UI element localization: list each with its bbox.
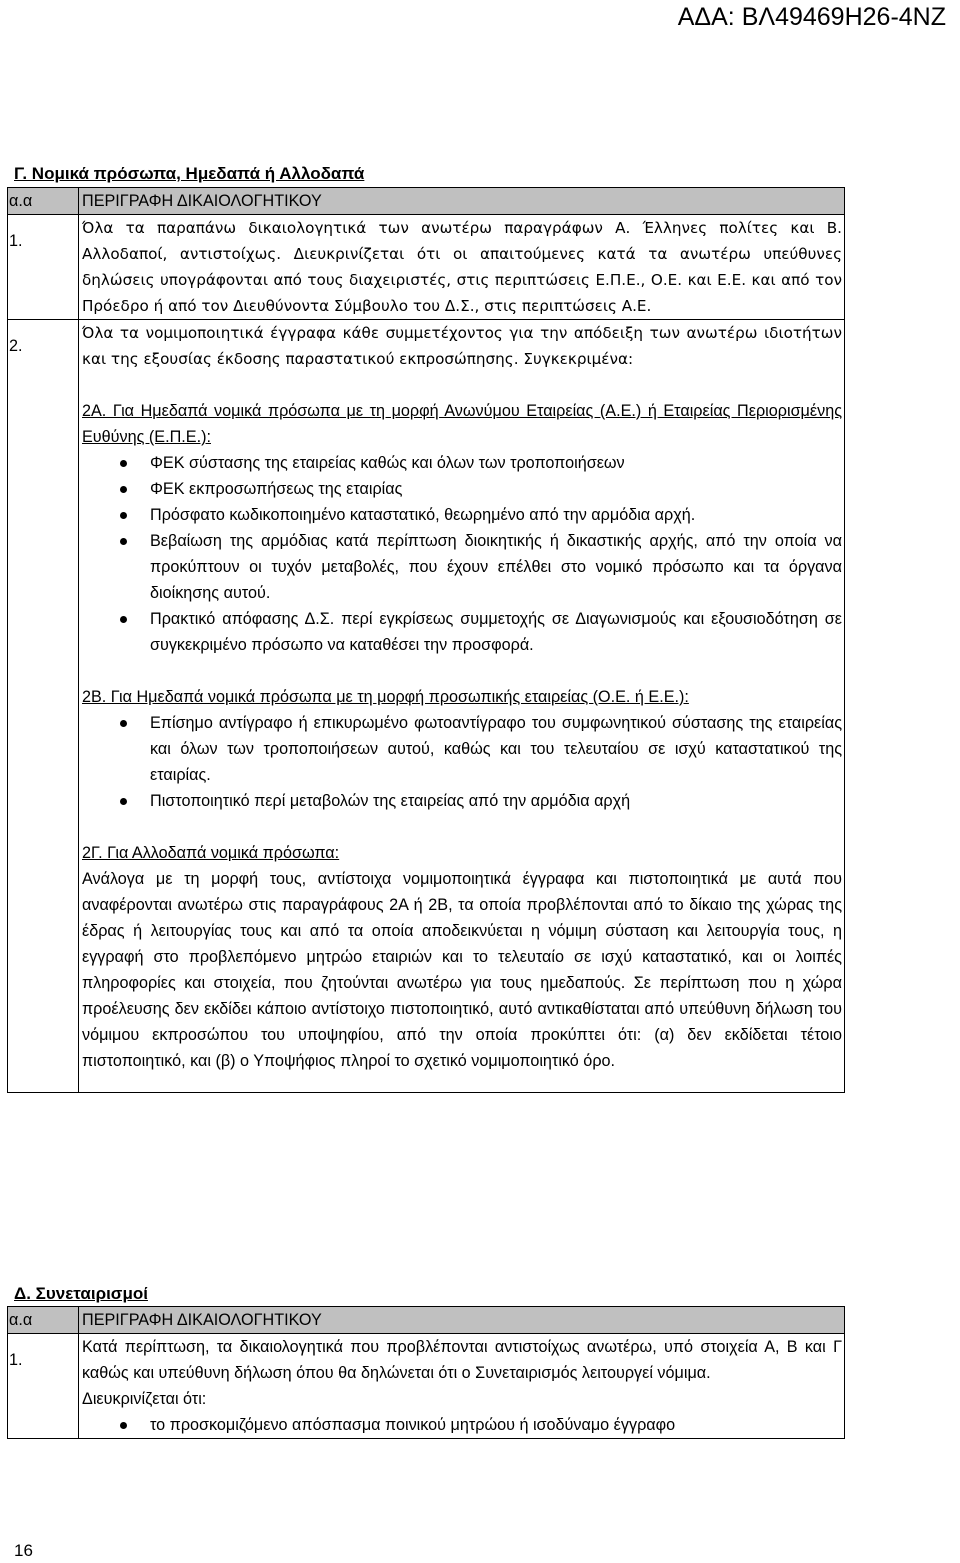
list-item: [82, 528, 842, 606]
col-aa-header: α.α: [8, 1307, 79, 1334]
table-row: [8, 1334, 845, 1439]
list-item-text: ΦΕΚ εκπροσωπήσεως της εταιρίας: [150, 480, 403, 498]
subsection-2c-text: Ανάλογα με τη μορφή τους, αντίστοιχα νομιμοποιητικά έγγραφα και πιστοποιητικά με αυτά που αναφέρονται ανωτέρω στις παραγράφους 2Α ή 2Β, τα οποία προβλέπονται από το δίκαιο της χώρας της έδρας ή λειτουργίας τους και από τα οποία αποδεικνύεται η νόμιμη σύσταση και λειτουργία τους, η εγγραφή στο προβλεπόμενο μητρώο εταιριών και το τελευταίο σε ισχύ καταστατικό, και οι λοιπές πληροφορίες και στοιχεία, που ζητούνται ανωτέρω για τους ημεδαπούς. Σε περίπτωση που η χώρα προέλευσης δεν εκδίδει κάποιο αντίστοιχο πιστοποιητικό, αυτό αντικαθίσταται από υπεύθυνη δήλωση του νόμιμου εκπροσώπου του υποψηφίου, από την οποία προκύπτει ότι: (α) δεν εκδίδεται τέτοιο πιστοποιητικό, και (β) ο Υποψήφιος πληροί το σχετικό νομιμοποιητικό όρο.: [82, 870, 842, 1070]
spacer: [82, 372, 842, 398]
list-item: [82, 1412, 842, 1438]
row-number: [8, 1334, 79, 1439]
page-number: 16: [14, 1541, 33, 1560]
list-item-text: Πρόσφατο κωδικοποιημένο καταστατικό, θεωρημένο από την αρμόδια αρχή.: [150, 506, 696, 524]
list-item: [82, 788, 842, 814]
bullet-icon: [120, 538, 127, 545]
list-item-text: Επίσημο αντίγραφο ή επικυρωμένο φωτοαντίγραφο του συμφωνητικού σύστασης της εταιρείας και όλων των τροποποιήσεων αυτού, καθώς και του τελευταίου σε ισχύ καταστατικού της εταιρίας.: [150, 714, 842, 784]
bullet-icon: [120, 1422, 127, 1429]
col-aa-header: α.α: [8, 188, 79, 215]
bullet-icon: [120, 720, 127, 727]
row-number-label: 1.: [9, 232, 23, 250]
col-description-header: ΠΕΡΙΓΡΑΦΗ ΔΙΚΑΙΟΛΟΓΗΤΙΚΟΥ: [79, 1307, 845, 1334]
spacer: [82, 658, 842, 684]
col-description-header: ΠΕΡΙΓΡΑΦΗ ΔΙΚΑΙΟΛΟΓΗΤΙΚΟΥ: [79, 188, 845, 215]
row-text: Όλα τα παραπάνω δικαιολογητικά των ανωτέρω παραγράφων Α. Έλληνες πολίτες και Β. Αλλοδαποί, αντιστοίχως. Διευκρινίζεται ότι οι απαιτούμενες κατά τα ανωτέρω υπεύθυνες δηλώσεις υπογράφονται από τους διαχειριστές, στις περιπτώσεις Ε.Π.Ε., Ο.Ε. και Ε.Ε. και από τον Πρόεδρο ή από τον Διευθύνοντα Σύμβουλο του Δ.Σ., στις περιπτώσεις Α.Ε.: [82, 219, 842, 315]
section-d-title: Δ. Συνεταιρισμοί: [14, 1284, 148, 1303]
bullet-icon: [120, 460, 127, 467]
section-d-table: [7, 1306, 845, 1439]
spacer: [82, 814, 842, 840]
bullet-icon: [120, 512, 127, 519]
row-number: [8, 320, 79, 1093]
list-item: [82, 502, 842, 528]
clarification-label: Διευκρινίζεται ότι:: [82, 1390, 207, 1408]
list-item-text: το προσκομιζόμενο απόσπασμα ποινικού μητρώου ή ισοδύναμο έγγραφο: [150, 1416, 676, 1434]
table-header-row: [8, 1307, 845, 1334]
table-row: [8, 215, 845, 320]
subsection-2b-list: [82, 710, 842, 814]
subsection-2a-title: 2Α. Για Ημεδαπά νομικά πρόσωπα με τη μορφή Ανωνύμου Εταιρείας (Α.Ε.) ή Εταιρείας Περιορισμένης Ευθύνης (Ε.Π.Ε.):: [82, 402, 842, 446]
spacer: [82, 1074, 842, 1092]
bullet-icon: [120, 486, 127, 493]
list-item-text: Πιστοποιητικό περί μεταβολών της εταιρείας από την αρμόδια αρχή: [150, 792, 631, 810]
row-text: Κατά περίπτωση, τα δικαιολογητικά που προβλέπονται αντιστοίχως ανωτέρω, υπό στοιχεία Α, Β και Γ καθώς και υπεύθυνη δήλωση όπου θα δηλώνεται ότι ο Συνεταιρισμός λειτουργεί νόμιμα.: [82, 1338, 842, 1382]
list-item: [82, 606, 842, 658]
section-c-title: Γ. Νομικά πρόσωπα, Ημεδαπά ή Αλλοδαπά: [14, 164, 365, 183]
ada-code: ΑΔΑ: ΒΛ49469Η26-4ΝΖ: [677, 3, 946, 31]
table-row: [8, 320, 845, 1093]
row-description: [79, 215, 845, 320]
subsection-2c-title: 2Γ. Για Αλλοδαπά νομικά πρόσωπα:: [82, 844, 340, 862]
subsection-2b-title: 2Β. Για Ημεδαπά νομικά πρόσωπα με τη μορφή προσωπικής εταιρείας (Ο.Ε. ή Ε.Ε.):: [82, 688, 689, 706]
list-item-text: Πρακτικό απόφασης Δ.Σ. περί εγκρίσεως συμμετοχής σε Διαγωνισμούς και εξουσιοδότηση σε συγκεκριμένο πρόσωπο να καταθέσει την προσφορά.: [150, 610, 842, 654]
row-number-label: 1.: [9, 1351, 23, 1369]
list-item: [82, 710, 842, 788]
bullet-icon: [120, 616, 127, 623]
row-description: [79, 320, 845, 1093]
row-number: [8, 215, 79, 320]
subsection-2a-list: [82, 450, 842, 658]
row-number-label: 2.: [9, 337, 23, 355]
list-item-text: Βεβαίωση της αρμόδιας κατά περίπτωση διοικητικής ή δικαστικής αρχής, από την οποία να προκύπτουν οι τυχόν μεταβολές, που έχουν επέλθει στο νομικό πρόσωπο και τα όργανα διοίκησης αυτού.: [150, 532, 842, 602]
table-header-row: [8, 188, 845, 215]
list-item: [82, 476, 842, 502]
list-item-text: ΦΕΚ σύστασης της εταιρείας καθώς και όλων των τροποποιήσεων: [150, 454, 625, 472]
section-c-table: [7, 187, 845, 1093]
bullet-icon: [120, 798, 127, 805]
row-intro-text: Όλα τα νομιμοποιητικά έγγραφα κάθε συμμετέχοντος για την απόδειξη των ανωτέρω ιδιοτήτων και της εξουσίας έκδοσης παραστατικού εκπροσώπησης. Συγκεκριμένα:: [82, 324, 842, 368]
list-item: [82, 450, 842, 476]
row-description: [79, 1334, 845, 1439]
